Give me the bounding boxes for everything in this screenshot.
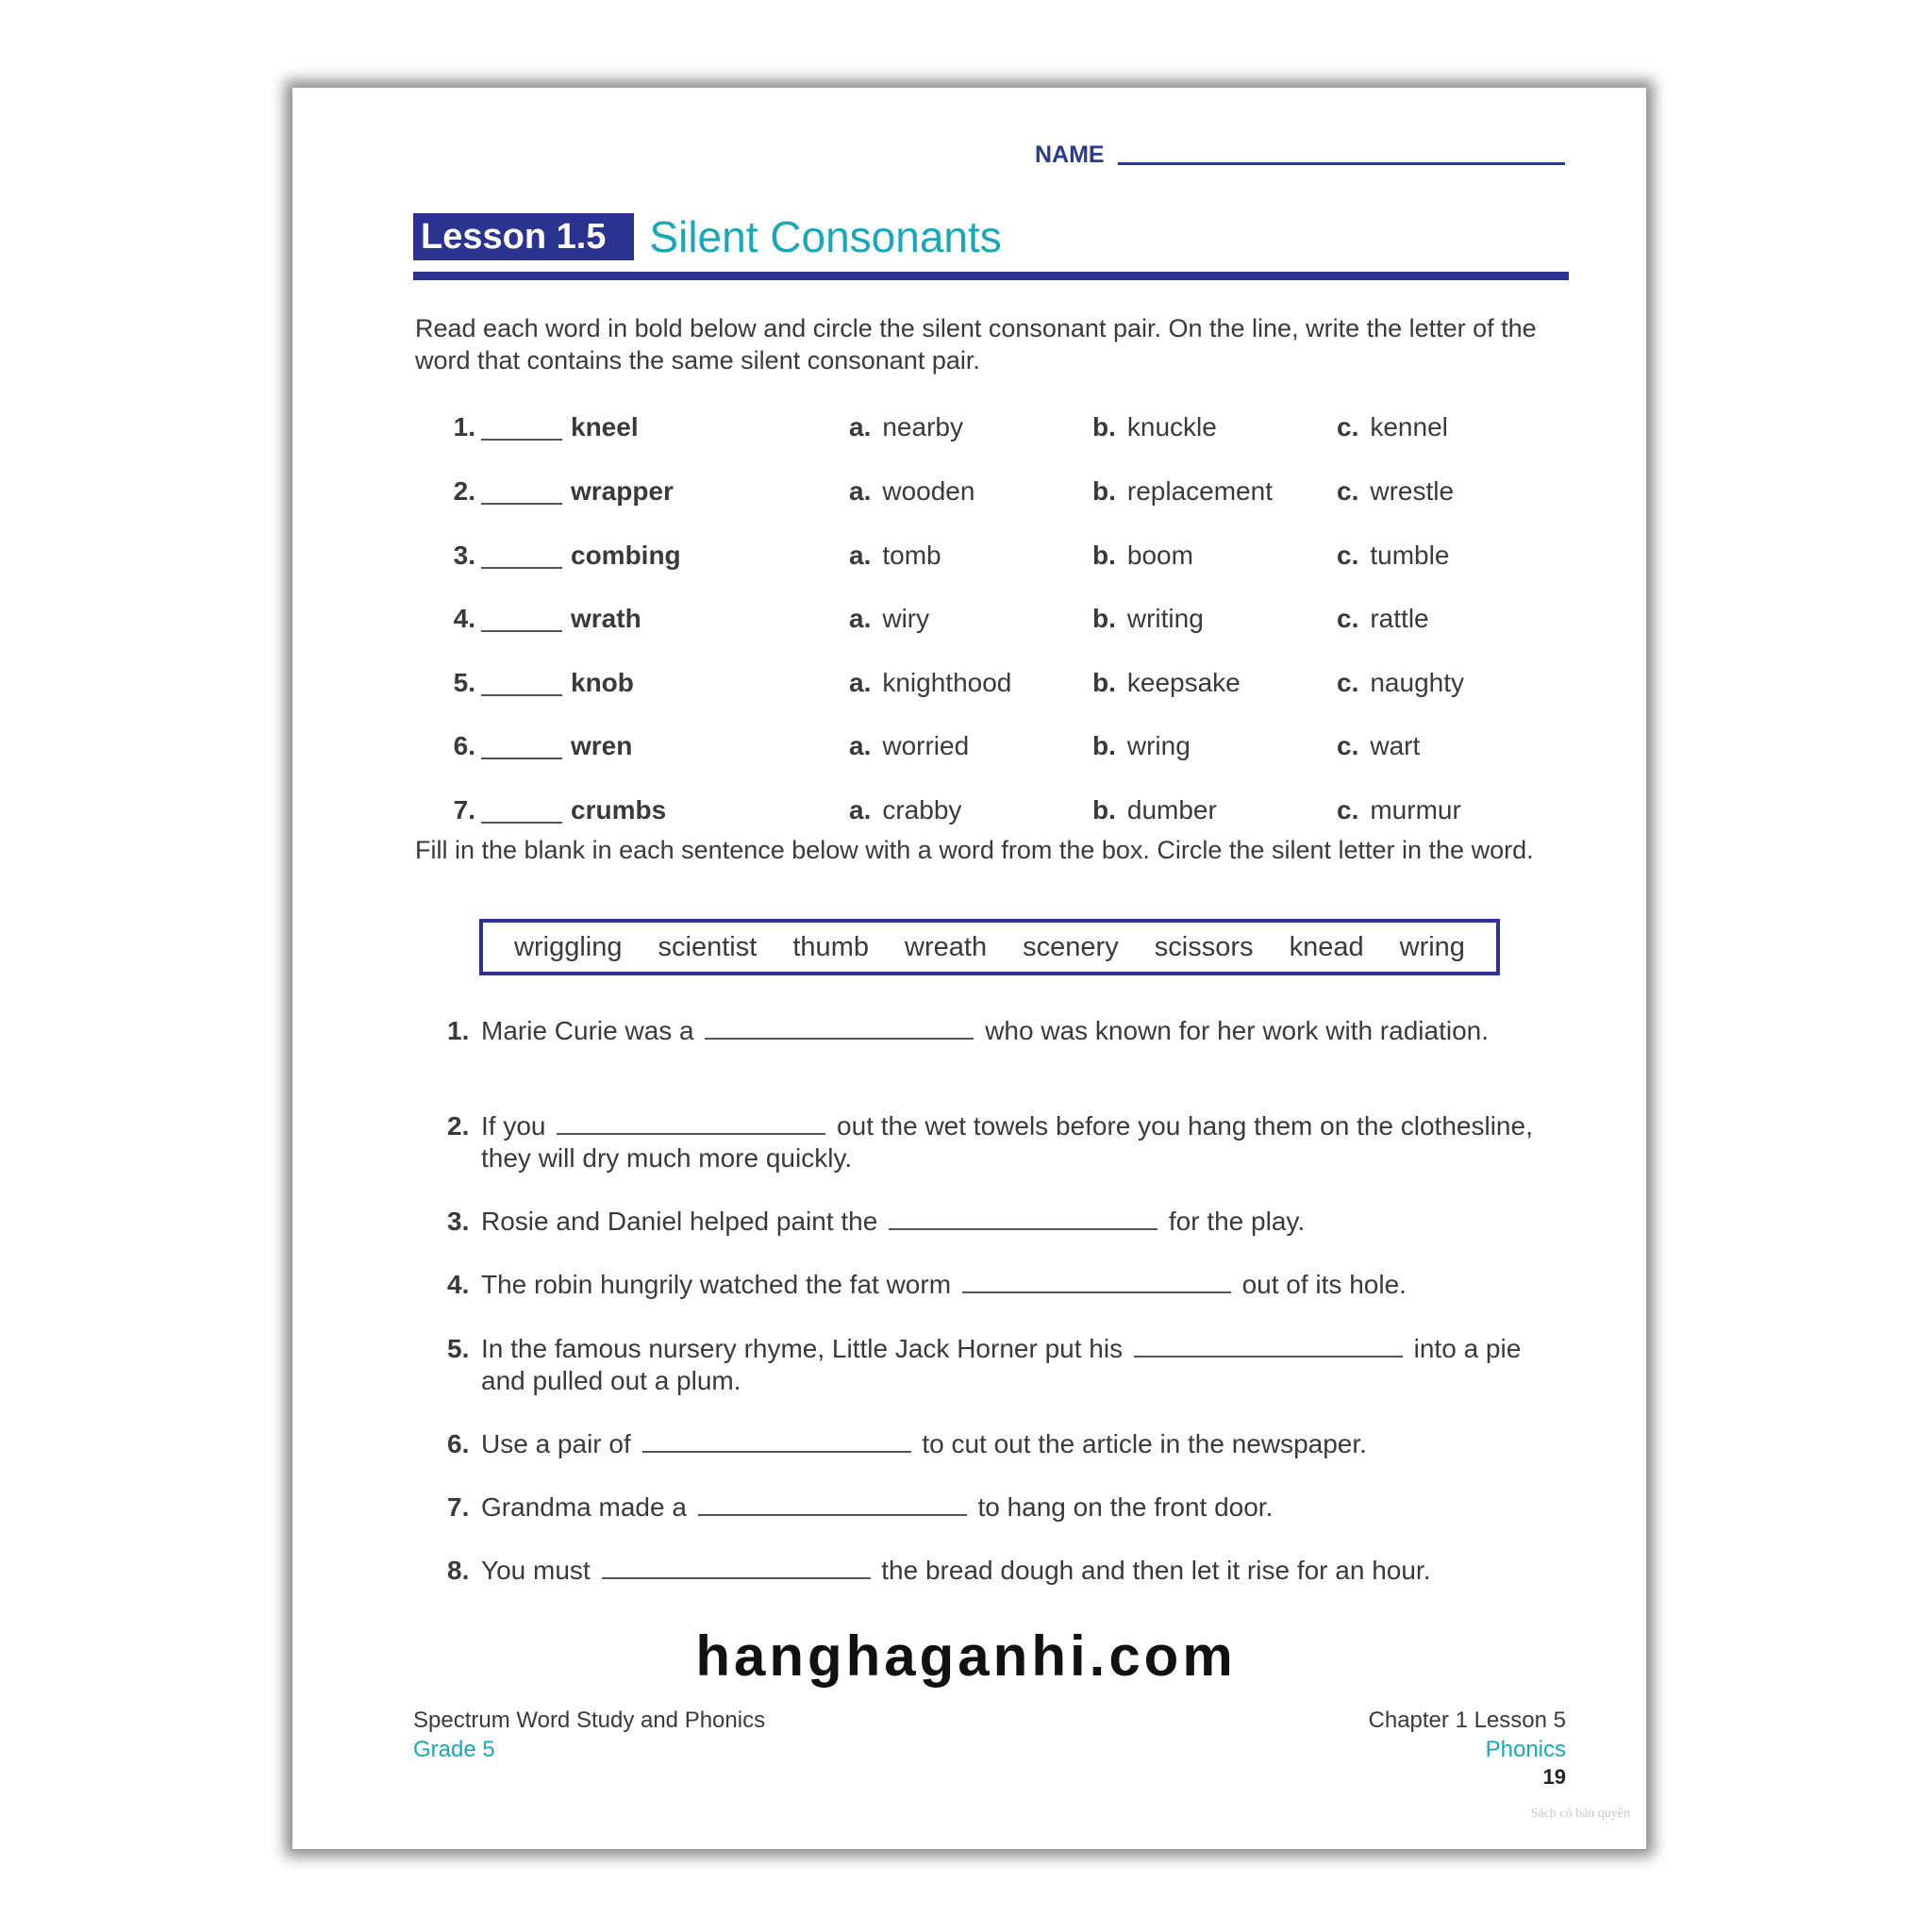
option-a: [849, 604, 929, 634]
word-box-item: knead: [1289, 931, 1364, 962]
sentence-before: The robin hungrily watched the fat worm: [481, 1270, 952, 1299]
option-b: [1092, 668, 1241, 698]
site-watermark: hanghaganhi.com: [695, 1624, 1237, 1688]
part1-instructions: Read each word in bold below and circle the silent consonant pair. On the line, write the letter of the word that contains the same silent consonant pair.: [415, 314, 1537, 375]
sentence-blank[interactable]: [889, 1206, 1158, 1230]
sentence-number: 4.: [447, 1270, 470, 1299]
word-box-item: wreath: [905, 931, 988, 962]
word-box: [479, 919, 1500, 975]
option-a: [849, 412, 963, 442]
question-number: 2.: [453, 476, 475, 506]
word-box-item: scissors: [1154, 931, 1254, 962]
sentence-text: [481, 1428, 1566, 1460]
sentence-after: out the wet towels before you hang them on the clothesline, they will dry much more quickly.: [481, 1111, 1533, 1173]
subject-label: Phonics: [1485, 1737, 1566, 1762]
word-box-item: wriggling: [514, 931, 623, 962]
option-c: [1337, 668, 1464, 698]
option-text-b: keepsake: [1126, 668, 1241, 697]
option-c: [1337, 541, 1449, 571]
option-text-a: crabby: [882, 795, 962, 824]
sentence-number: 8.: [447, 1556, 470, 1585]
chapter-label: Chapter 1 Lesson 5: [1368, 1707, 1566, 1733]
question-number: 3.: [453, 541, 475, 570]
part2-instructions: Fill in the blank in each sentence below with a word from the box. Circle the silent letter in the word.: [415, 836, 1534, 864]
sentence-blank[interactable]: [602, 1555, 871, 1579]
option-letter-a: a.: [849, 604, 872, 633]
option-letter-a: a.: [849, 668, 872, 697]
option-b: [1092, 604, 1204, 634]
sentence-text: [481, 1015, 1566, 1047]
sentence-number: 1.: [447, 1016, 470, 1045]
sentence-number: 2.: [447, 1111, 470, 1141]
option-text-b: wring: [1126, 731, 1191, 760]
question-word: wrapper: [571, 476, 674, 506]
question-word: crumbs: [571, 795, 667, 824]
answer-blank[interactable]: [481, 541, 562, 569]
sentence-after: the bread dough and then let it rise for an hour.: [881, 1556, 1431, 1585]
option-text-c: naughty: [1370, 668, 1464, 697]
option-c: [1337, 604, 1429, 634]
option-c: [1337, 412, 1448, 442]
copyright-note: Sách có bản quyền: [1530, 1807, 1630, 1821]
lesson-header: [413, 213, 1002, 260]
option-text-b: dumber: [1126, 795, 1217, 824]
question-number: 5.: [453, 668, 475, 697]
answer-blank[interactable]: [481, 412, 562, 441]
option-c: [1337, 795, 1461, 825]
option-letter-c: c.: [1337, 541, 1359, 570]
word-box-item: wring: [1399, 931, 1465, 962]
question-number: 6.: [453, 731, 475, 760]
sentence-blank[interactable]: [698, 1491, 967, 1516]
option-letter-c: c.: [1337, 731, 1359, 760]
question-word: wren: [571, 731, 633, 760]
question-word: combing: [571, 541, 681, 570]
sentence-text: [481, 1110, 1566, 1174]
sentence-before: Rosie and Daniel helped paint the: [481, 1207, 878, 1236]
sentence-text: [481, 1206, 1566, 1238]
option-text-c: rattle: [1370, 604, 1429, 633]
sentence-number: 6.: [447, 1429, 470, 1458]
grade-label: Grade 5: [413, 1737, 495, 1762]
option-letter-b: b.: [1092, 668, 1116, 697]
option-a: [849, 668, 1011, 698]
sentence-before: You must: [481, 1556, 591, 1585]
option-text-c: tumble: [1370, 541, 1450, 570]
option-text-c: kennel: [1370, 412, 1448, 441]
question-word: knob: [571, 668, 634, 697]
option-a: [849, 795, 961, 825]
sentence-after: out of its hole.: [1241, 1270, 1407, 1299]
name-label: NAME: [1035, 142, 1105, 168]
answer-blank[interactable]: [481, 476, 562, 505]
sentence-before: Use a pair of: [481, 1429, 631, 1458]
question-word: kneel: [571, 412, 639, 441]
option-letter-c: c.: [1337, 412, 1359, 441]
option-letter-b: b.: [1092, 412, 1116, 441]
option-c: [1337, 476, 1454, 507]
option-letter-c: c.: [1337, 668, 1359, 697]
word-box-item: scientist: [658, 931, 758, 962]
footer-right: [1113, 1706, 1566, 1764]
question-number: 4.: [453, 604, 475, 633]
sentence-before: Marie Curie was a: [481, 1016, 694, 1045]
sentence-after: to cut out the article in the newspaper.: [922, 1429, 1367, 1458]
option-letter-b: b.: [1092, 604, 1116, 633]
option-a: [849, 476, 974, 507]
sentence-text: [481, 1555, 1566, 1587]
option-letter-a: a.: [849, 476, 872, 506]
sentence-blank[interactable]: [705, 1015, 974, 1040]
word-box-item: thumb: [792, 931, 869, 962]
sentence-number: 3.: [447, 1207, 470, 1236]
sentence-before: If you: [481, 1111, 546, 1141]
option-letter-b: b.: [1092, 731, 1116, 760]
option-c: [1337, 731, 1420, 761]
sentence-after: for the play.: [1168, 1207, 1306, 1236]
option-text-a: tomb: [882, 541, 941, 570]
sentence-blank[interactable]: [962, 1269, 1231, 1293]
sentence-number: 5.: [447, 1334, 470, 1363]
answer-blank[interactable]: [481, 604, 562, 632]
option-b: [1092, 412, 1217, 442]
name-line: [1118, 162, 1565, 165]
question-number: 7.: [453, 795, 475, 824]
option-text-b: boom: [1126, 541, 1193, 570]
option-text-c: murmur: [1370, 795, 1461, 824]
option-text-a: nearby: [882, 412, 963, 441]
sentence-text: [481, 1269, 1566, 1301]
word-box-item: scenery: [1023, 931, 1119, 962]
sentence-before: In the famous nursery rhyme, Little Jack Horner put his: [481, 1334, 1124, 1363]
answer-blank[interactable]: [481, 668, 562, 696]
lesson-title: Silent Consonants: [649, 212, 1002, 261]
option-letter-a: a.: [849, 412, 872, 441]
option-b: [1092, 795, 1217, 825]
option-b: [1092, 476, 1273, 507]
option-letter-b: b.: [1092, 476, 1116, 506]
question-word: wrath: [571, 604, 641, 633]
sentence-text: [481, 1333, 1566, 1397]
option-letter-a: a.: [849, 795, 872, 824]
sentence-after: who was known for her work with radiation.: [985, 1016, 1489, 1045]
option-text-a: worried: [882, 731, 970, 760]
option-letter-b: b.: [1092, 795, 1116, 824]
sentence-before: Grandma made a: [481, 1492, 687, 1522]
option-letter-a: a.: [849, 731, 872, 760]
answer-blank[interactable]: [481, 731, 562, 759]
sentence-text: [481, 1491, 1566, 1524]
option-letter-a: a.: [849, 541, 872, 570]
sentence-after: into a pie and pulled out a plum.: [481, 1334, 1522, 1395]
option-letter-c: c.: [1337, 476, 1359, 506]
option-text-c: wrestle: [1370, 476, 1455, 506]
option-text-a: wiry: [882, 604, 930, 633]
name-field-row: [1035, 142, 1565, 169]
option-text-b: writing: [1126, 604, 1204, 633]
sentence-blank[interactable]: [557, 1110, 825, 1135]
option-a: [849, 731, 969, 761]
sentence-blank[interactable]: [1134, 1333, 1403, 1357]
sentence-number: 7.: [447, 1492, 470, 1522]
option-text-b: replacement: [1126, 476, 1273, 506]
header-rule: [413, 272, 1569, 280]
answer-blank[interactable]: [481, 795, 562, 824]
option-letter-c: c.: [1337, 604, 1359, 633]
option-letter-c: c.: [1337, 795, 1359, 824]
option-text-b: knuckle: [1126, 412, 1217, 441]
question-number: 1.: [453, 412, 475, 441]
option-b: [1092, 541, 1193, 571]
option-letter-b: b.: [1092, 541, 1116, 570]
option-b: [1092, 731, 1191, 761]
sentence-after: to hang on the front door.: [977, 1492, 1274, 1522]
sentence-blank[interactable]: [642, 1428, 911, 1453]
option-text-a: wooden: [882, 476, 975, 506]
option-a: [849, 541, 941, 571]
option-text-c: wart: [1370, 731, 1421, 760]
lesson-badge: Lesson 1.5: [413, 213, 634, 260]
option-text-a: knighthood: [882, 668, 1012, 697]
footer-left: [413, 1706, 765, 1764]
page-number: 19: [1542, 1765, 1566, 1789]
book-title: Spectrum Word Study and Phonics: [413, 1707, 766, 1733]
